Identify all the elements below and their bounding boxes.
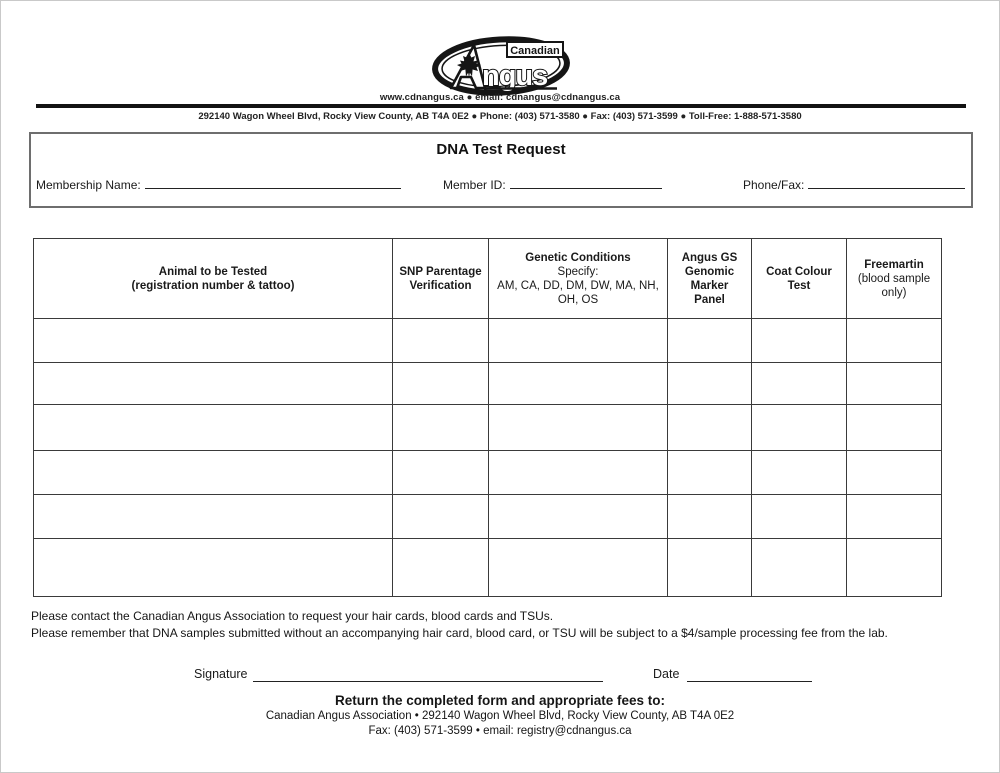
table-cell[interactable]	[489, 451, 668, 495]
table-cell[interactable]	[668, 539, 752, 597]
table-cell[interactable]	[34, 495, 393, 539]
table-cell[interactable]	[668, 405, 752, 451]
letterhead-address-line: 292140 Wagon Wheel Blvd, Rocky View County, AB T4A 0E2 ● Phone: (403) 571-3580 ● Fax: (403) 571-3599 ● Toll-Free: 1-888-571-3580	[198, 111, 802, 122]
form-title: DNA Test Request	[436, 141, 566, 158]
column-header-coat-colour: Coat Colour Test	[752, 239, 847, 319]
table-row	[34, 319, 942, 363]
phone-fax-label: Phone/Fax:	[743, 178, 805, 192]
date-label: Date	[653, 667, 680, 681]
letterhead-divider-bar	[36, 104, 966, 108]
table-cell[interactable]	[847, 495, 942, 539]
table-cell[interactable]	[668, 363, 752, 405]
footer-return-line: Return the completed form and appropriate fees to:	[334, 693, 666, 708]
notes-block	[31, 608, 981, 641]
table-cell[interactable]	[34, 319, 393, 363]
table-header-row	[34, 239, 942, 319]
phone-fax-input[interactable]	[808, 176, 965, 189]
table-row	[34, 363, 942, 405]
table-cell[interactable]	[752, 451, 847, 495]
table-row	[34, 451, 942, 495]
logo-canadian-text: Canadian	[510, 45, 560, 57]
member-id-input[interactable]	[510, 176, 662, 189]
table-cell[interactable]	[393, 451, 489, 495]
membership-name-field	[36, 176, 401, 192]
table-cell[interactable]	[34, 539, 393, 597]
table-cell[interactable]	[489, 363, 668, 405]
website-email-line: www.cdnangus.ca ● email: cdnangus@cdnangus.ca	[379, 92, 621, 103]
membership-name-input[interactable]	[145, 176, 401, 189]
date-input[interactable]	[687, 667, 812, 682]
table-cell[interactable]	[393, 495, 489, 539]
table-cell[interactable]	[847, 319, 942, 363]
table-body	[34, 319, 942, 597]
table-cell[interactable]	[668, 495, 752, 539]
table-cell[interactable]	[34, 363, 393, 405]
canadian-angus-logo	[430, 36, 572, 96]
table-cell[interactable]	[393, 319, 489, 363]
canadian-angus-logo-icon	[430, 36, 572, 96]
table-cell[interactable]	[668, 451, 752, 495]
logo-angus-text: ngus	[482, 60, 548, 92]
table-row	[34, 495, 942, 539]
phone-fax-field	[743, 176, 965, 192]
signature-label: Signature	[194, 667, 248, 681]
table-cell[interactable]	[489, 539, 668, 597]
column-header-genetic-conditions: Genetic Conditions Specify: AM, CA, DD, DM, DW, MA, NH, OH, OS	[489, 239, 668, 319]
table-cell[interactable]	[847, 405, 942, 451]
table-cell[interactable]	[393, 539, 489, 597]
table-cell[interactable]	[752, 319, 847, 363]
table-cell[interactable]	[847, 539, 942, 597]
table-cell[interactable]	[847, 363, 942, 405]
column-header-freemartin: Freemartin (blood sample only)	[847, 239, 942, 319]
table-cell[interactable]	[752, 539, 847, 597]
member-id-label: Member ID:	[443, 178, 506, 192]
request-box	[29, 132, 973, 208]
dna-test-table	[33, 238, 942, 597]
table-cell[interactable]	[393, 405, 489, 451]
footer-fax-email-line: Fax: (403) 571-3599 • email: registry@cdnangus.ca	[368, 725, 632, 737]
column-header-angus-gs: Angus GS Genomic Marker Panel	[668, 239, 752, 319]
signature-input[interactable]	[253, 667, 603, 682]
note-line-2: Please remember that DNA samples submitted without an accompanying hair card, blood card, or TSU will be subject to a $4/sample processing fee from the lab.	[31, 625, 888, 640]
membership-name-label: Membership Name:	[36, 178, 141, 192]
table-cell[interactable]	[752, 405, 847, 451]
table-cell[interactable]	[847, 451, 942, 495]
member-id-field	[443, 176, 662, 192]
note-line-1: Please contact the Canadian Angus Association to request your hair cards, blood cards and TSUs.	[31, 609, 554, 623]
signature-row	[1, 667, 999, 687]
column-header-snp-parentage: SNP Parentage Verification	[393, 239, 489, 319]
footer-address-line: Canadian Angus Association • 292140 Wagon Wheel Blvd, Rocky View County, AB T4A 0E2	[265, 710, 735, 722]
table-cell[interactable]	[668, 319, 752, 363]
table-cell[interactable]	[489, 319, 668, 363]
footer-block	[1, 692, 999, 739]
table-cell[interactable]	[34, 405, 393, 451]
table-cell[interactable]	[752, 363, 847, 405]
table-row	[34, 539, 942, 597]
table-cell[interactable]	[34, 451, 393, 495]
table-row	[34, 405, 942, 451]
table-cell[interactable]	[489, 405, 668, 451]
table-cell[interactable]	[752, 495, 847, 539]
column-header-animal: Animal to be Tested (registration number & tattoo)	[34, 239, 393, 319]
table-cell[interactable]	[489, 495, 668, 539]
table-cell[interactable]	[393, 363, 489, 405]
